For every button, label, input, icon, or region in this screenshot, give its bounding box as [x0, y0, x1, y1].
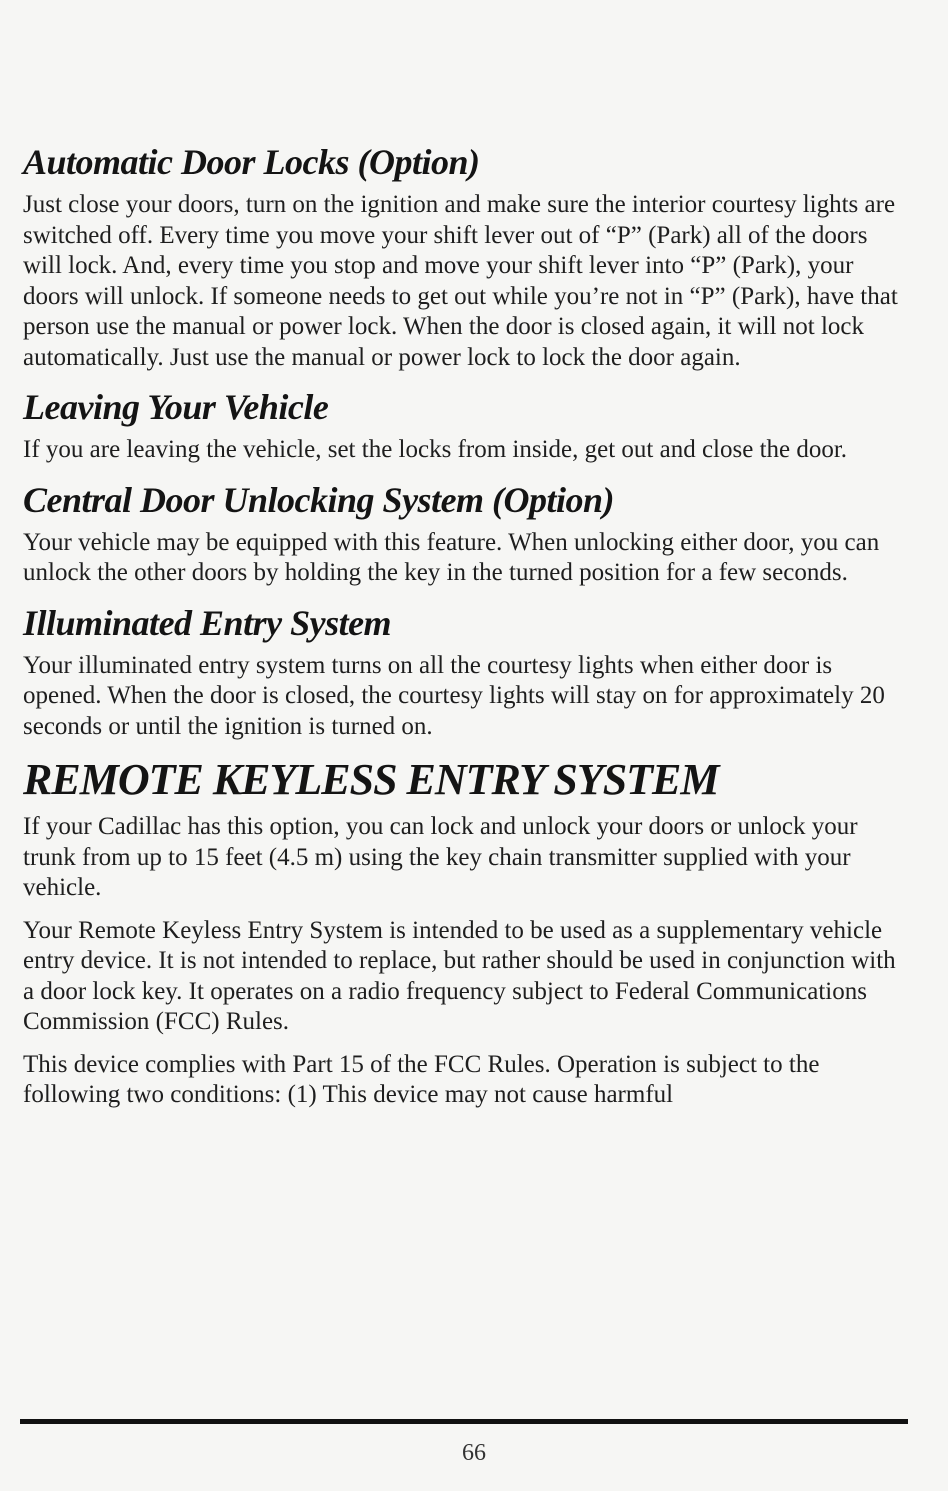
paragraph: If your Cadillac has this option, you can lock and unlock your doors or unlock your trunk from up to 15 feet (4.5 m) using the key chain transmitter supplied with your vehicle. [23, 813, 858, 901]
section-heading: Automatic Door Locks (Option) [23, 142, 480, 182]
section-illuminated-entry [23, 601, 903, 743]
paragraph: Your vehicle may be equipped with this feature. When unlocking either door, you can unlock the other doors by holding the key in the turned position for a few seconds. [23, 528, 880, 586]
page-number: 66 [462, 1440, 486, 1466]
section-heading: Leaving Your Vehicle [23, 387, 329, 427]
section-remote-keyless-entry [23, 754, 903, 1111]
major-heading: REMOTE KEYLESS ENTRY SYSTEM [23, 755, 719, 804]
paragraph: Your illuminated entry system turns on all the courtesy lights when either door is opened. When the door is closed, the courtesy lights will stay on for approximately 20 seconds or until the ignition is turned on. [23, 651, 885, 740]
paragraph: If you are leaving the vehicle, set the locks from inside, get out and close the door. [23, 436, 848, 463]
paragraph: Your Remote Keyless Entry System is intended to be used as a supplementary vehicle entry device. It is not intended to replace, but rather should be used in conjunction with a door lock key. It operates on a radio frequency subject to Federal Communications Commission (FCC) Rules. [23, 916, 896, 1035]
section-automatic-door-locks [23, 140, 903, 373]
footer-rule [20, 1419, 908, 1424]
section-leaving-your-vehicle [23, 385, 903, 466]
section-heading: Central Door Unlocking System (Option) [23, 479, 615, 520]
section-central-door-unlocking [23, 478, 903, 589]
manual-page-content [23, 140, 903, 1123]
paragraph: This device complies with Part 15 of the FCC Rules. Operation is subject to the following two conditions: (1) This device may not cause harmful [23, 1050, 820, 1108]
section-heading: Illuminated Entry System [23, 602, 392, 643]
paragraph: Just close your doors, turn on the ignition and make sure the interior courtesy lights are switched off. Every time you move your shift lever out of “P” (Park) all of the doors will lock. And, every time you stop and move your shift lever into “P” (Park), your doors will unlock. If someone needs to get out while you’re not in “P” (Park), have that person use the manual or power lock. When the door is closed again, it will not lock automatically. Just use the manual or power lock to lock the door again. [23, 191, 898, 371]
